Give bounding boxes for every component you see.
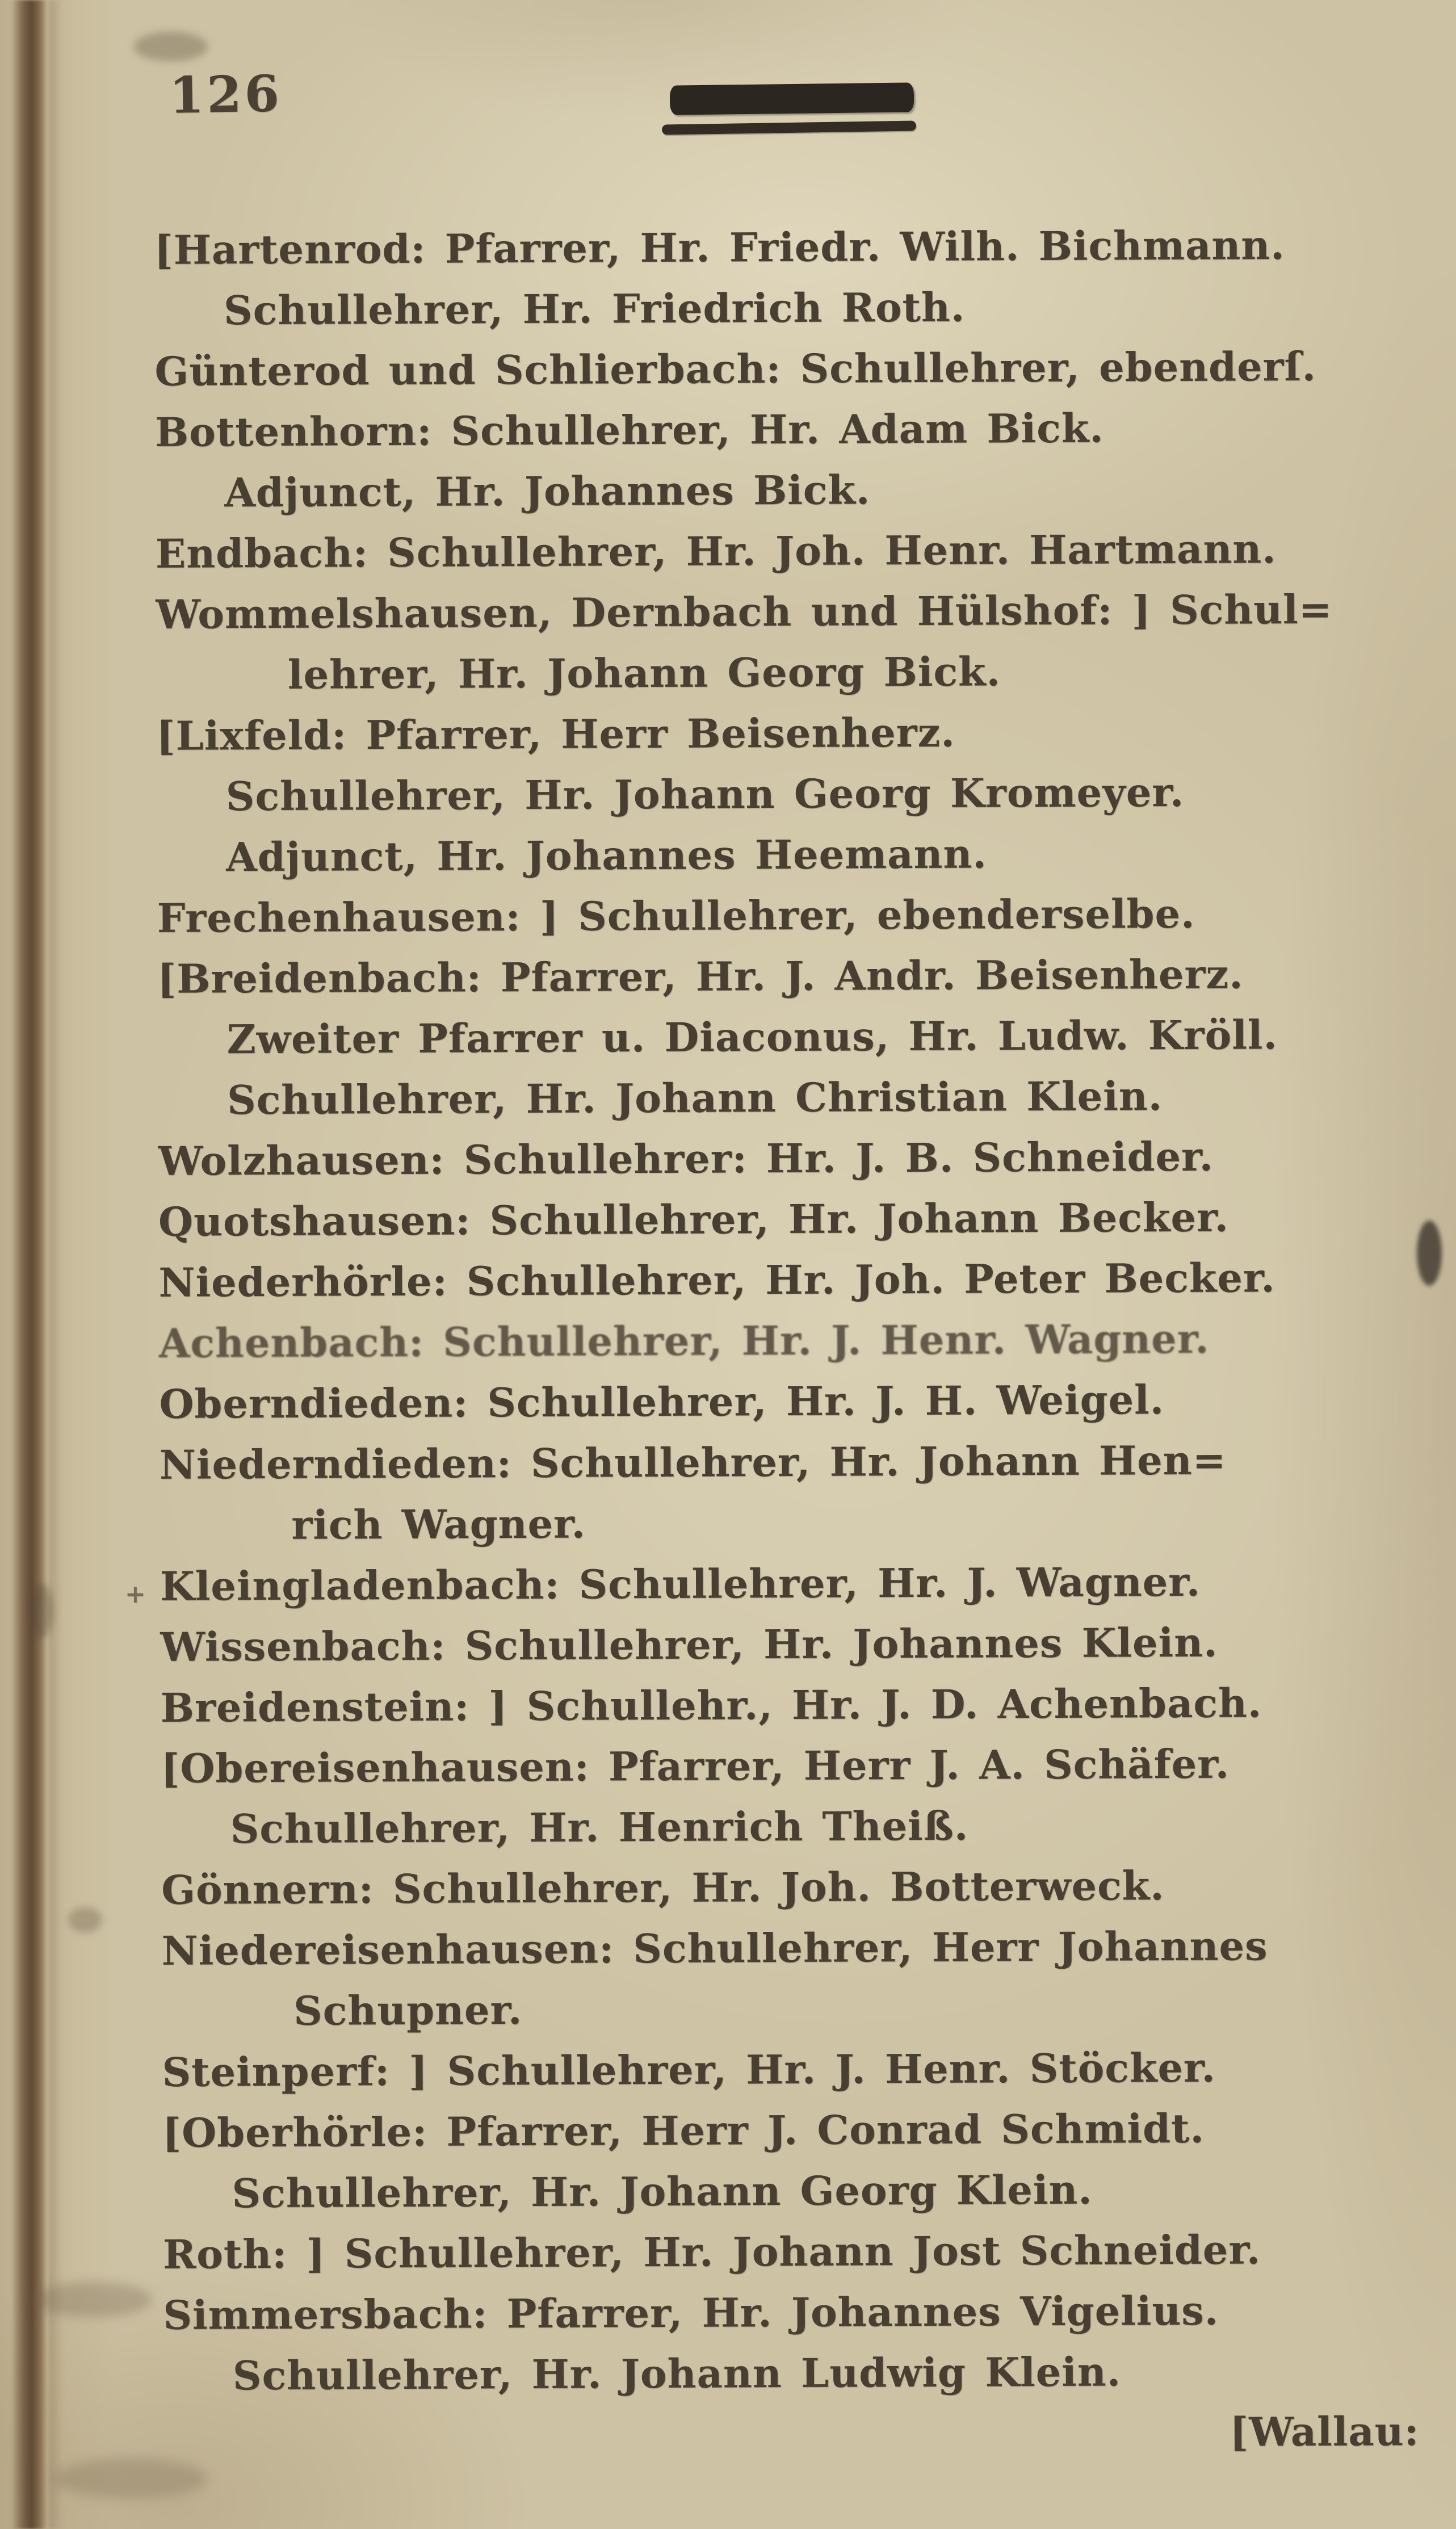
ink-smudge <box>134 32 208 61</box>
line-text: Wolzhausen: Schullehrer: Hr. J. B. Schneider. <box>158 1133 1214 1185</box>
text-line <box>157 882 1413 949</box>
binding-gutter-shadow <box>12 0 48 2529</box>
binding-gutter-shadow-inner <box>49 0 64 2529</box>
text-line <box>158 1247 1414 1313</box>
line-text: Schullehrer, Hr. Johann Ludwig Klein. <box>232 2348 1122 2400</box>
line-text: Schullehrer, Hr. Johann Georg Klein. <box>232 2166 1093 2217</box>
line-text: Quotshausen: Schullehrer, Hr. Johann Becker. <box>158 1193 1229 1245</box>
text-line <box>161 1672 1416 1738</box>
text-line <box>157 761 1412 827</box>
line-text: Roth: ] Schullehrer, Hr. Johann Jost Schneider. <box>162 2226 1261 2278</box>
line-text: Niedereisenhausen: Schullehrer, Herr Johannes <box>161 1922 1268 1974</box>
line-text: Bottenhorn: Schullehrer, Hr. Adam Bick. <box>154 404 1104 456</box>
text-line <box>155 457 1411 523</box>
text-line <box>158 1125 1413 1192</box>
text-line <box>161 1915 1417 1981</box>
line-text: Breidenstein: ] Schullehr., Hr. J. D. Achenbach. <box>160 1679 1262 1731</box>
text-line <box>160 1429 1415 1495</box>
text-line <box>163 2340 1419 2406</box>
line-text: Schullehrer, Hr. Johann Christian Klein. <box>226 1072 1163 1124</box>
line-text: Frechenhausen: ] Schullehrer, ebenderselbe. <box>157 890 1195 942</box>
line-text: [Hartenrod: Pfarrer, Hr. Friedr. Wilh. Bichmann. <box>154 221 1285 274</box>
line-text: Schullehrer, Hr. Johann Georg Kromeyer. <box>225 768 1185 820</box>
text-line <box>156 700 1412 766</box>
line-text: Achenbach: Schullehrer, Hr. J. Henr. Wagner. <box>158 1315 1210 1367</box>
ink-smudge <box>1417 1221 1442 1286</box>
line-text: Schullehrer, Hr. Henrich Theiß. <box>230 1802 969 1853</box>
text-line <box>161 1793 1417 1860</box>
line-text: Gönnern: Schullehrer, Hr. Joh. Botterweck. <box>161 1862 1165 1914</box>
text-line <box>154 335 1410 402</box>
ink-smudge <box>54 2458 208 2499</box>
line-text: Wissenbach: Schullehrer, Hr. Johannes Klein. <box>160 1618 1218 1671</box>
text-line <box>157 1004 1413 1070</box>
line-text: Oberndieden: Schullehrer, Hr. J. H. Weigel. <box>159 1376 1165 1428</box>
line-text: Schupner. <box>293 1986 523 2035</box>
text-line <box>162 2097 1418 2163</box>
text-line <box>162 1976 1417 2042</box>
line-text: [Breidenbach: Pfarrer, Hr. J. Andr. Beisenherz. <box>157 950 1244 1003</box>
text-line <box>156 518 1411 584</box>
ink-smudge <box>68 1907 102 1932</box>
text-line <box>155 396 1411 463</box>
line-text: Schullehrer, Hr. Friedrich Roth. <box>223 283 966 334</box>
line-text: Adjunct, Hr. Johannes Bick. <box>224 466 871 517</box>
text-line <box>161 1854 1417 1920</box>
text-line <box>158 1064 1413 1131</box>
text-line <box>162 2158 1418 2224</box>
line-text: Adjunct, Hr. Johannes Heemann. <box>226 830 987 881</box>
text-line <box>163 2279 1419 2346</box>
text-line <box>159 1307 1415 1374</box>
text-line <box>161 1733 1416 1799</box>
text-line <box>124 1550 1416 1617</box>
line-text: Kleingladenbach: Schullehrer, Hr. J. Wagner. <box>160 1558 1201 1610</box>
text-line <box>154 214 1409 280</box>
line-text: [Oberhörle: Pfarrer, Herr J. Conrad Schmidt. <box>162 2104 1205 2157</box>
ornament-thin-rule <box>662 120 916 135</box>
line-text: Endbach: Schullehrer, Hr. Joh. Henr. Hartmann. <box>155 525 1277 577</box>
text-line <box>157 943 1413 1009</box>
line-text: lehrer, Hr. Johann Georg Bick. <box>287 648 1001 698</box>
text-block <box>124 214 1420 2467</box>
text-line <box>162 2036 1417 2103</box>
line-text: Simmersbach: Pfarrer, Hr. Johannes Vigelius. <box>163 2287 1219 2339</box>
line-text: [Lixfeld: Pfarrer, Herr Beisenherz. <box>156 708 955 760</box>
text-line <box>163 2218 1419 2285</box>
text-line <box>158 1186 1414 1252</box>
page-number: 126 <box>169 64 283 125</box>
text-line <box>154 275 1410 341</box>
text-line <box>159 1368 1415 1435</box>
ink-smudge <box>30 1584 53 1638</box>
text-line <box>160 1611 1416 1677</box>
text-line <box>156 578 1411 645</box>
line-text: Niederhörle: Schullehrer, Hr. Joh. Peter Becker. <box>158 1254 1275 1306</box>
line-text: rich Wagner. <box>291 1500 586 1549</box>
text-line <box>157 821 1412 888</box>
line-text: Steinperf: ] Schullehrer, Hr. J. Henr. Stöcker. <box>162 2044 1216 2096</box>
text-line <box>156 639 1412 706</box>
catchword <box>163 2401 1419 2467</box>
line-text: Wommelshausen, Dernbach und Hülshof: ] Schul= <box>156 585 1333 638</box>
margin-mark: + <box>124 1579 146 1609</box>
text-line <box>160 1490 1415 1556</box>
header-rule-ornament <box>670 84 937 133</box>
line-text: Niederndieden: Schullehrer, Hr. Johann Hen= <box>159 1436 1227 1488</box>
line-text: [Obereisenhausen: Pfarrer, Herr J. A. Schäfer. <box>161 1740 1230 1792</box>
ink-smudge <box>33 2282 152 2317</box>
line-text: Günterod und Schlierbach: Schullehrer, ebenderſ. <box>154 342 1317 395</box>
ornament-thick-rule <box>670 82 914 115</box>
line-text: Zweiter Pfarrer u. Diaconus, Hr. Ludw. Kröll. <box>226 1011 1278 1063</box>
line-text: [Wallau: <box>1229 2408 1420 2456</box>
